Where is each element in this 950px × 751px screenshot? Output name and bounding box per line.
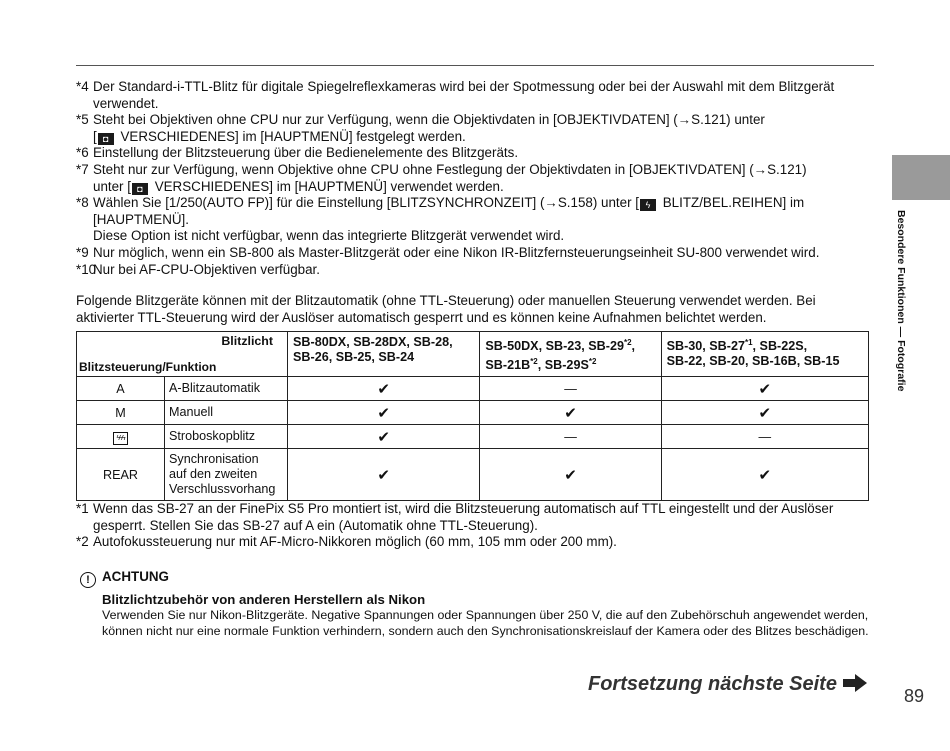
cell-value: —	[661, 425, 868, 449]
cell-value: —	[480, 425, 661, 449]
note-6	[76, 145, 876, 162]
note-table-1	[76, 501, 876, 534]
note-text: Autofokussteuerung nur mit AF-Micro-Nikkoren möglich (60 mm, 105 mm oder 200 mm).	[93, 534, 617, 550]
note-text: Wenn das SB-27 an der FinePix S5 Pro montiert ist, wird die Blitzsteuerung automatisch auf TTL eingestellt und der Auslöser gesperrt. Stellen Sie das SB-27 auf A ein (Automatik ohne TTL-Steuerung).	[93, 501, 834, 533]
flash-compatibility-table	[76, 331, 869, 501]
note-text: [	[93, 128, 97, 144]
top-rule	[76, 65, 874, 66]
note-mark: *7	[76, 161, 89, 177]
cell-value: ✔	[480, 401, 661, 425]
cell-value: ✔	[288, 377, 480, 401]
note-text: VERSCHIEDENES] im [HAUPTMENÜ] verwendet werden.	[150, 178, 504, 194]
header-line: SB-22, SB-20, SB-16B, SB-15	[666, 354, 840, 369]
continue-label: Fortsetzung nächste Seite	[588, 673, 837, 695]
mode-function: A-Blitzautomatik	[165, 377, 288, 401]
right-arrow-icon	[843, 674, 867, 692]
corner-label-control: Blitzsteuerung/Funktion	[79, 360, 217, 375]
mode-function	[165, 449, 288, 501]
cell-value: ✔	[480, 449, 661, 501]
side-label-text: Besondere Funktionen — Fotografie	[895, 210, 907, 392]
cell-value: ✔	[661, 401, 868, 425]
note-text: Wählen Sie [1/250(AUTO FP)] für die Einstellung [BLITZSYNCHRONZEIT] (	[93, 195, 545, 211]
column-header-1	[288, 332, 480, 377]
page-reference: S.121	[767, 161, 803, 177]
table-row	[77, 449, 869, 501]
cell-value: ✔	[288, 425, 480, 449]
note-mark: *5	[76, 112, 89, 128]
cell-value: —	[480, 377, 661, 401]
footnote-ref: *2	[588, 357, 597, 367]
note-text: Der Standard-i-TTL-Blitz für digitale Spiegelreflexkameras wird bei der Spotmessung oder bei der Auswahl mit dem Blitzgerät verwendet.	[93, 79, 835, 111]
warning-subtitle: Blitzlichtzubehör von anderen Herstellern als Nikon	[102, 592, 426, 607]
note-table-2	[76, 534, 876, 551]
note-text: Einstellung der Blitzsteuerung über die Bedienelemente des Blitzgeräts.	[93, 145, 519, 161]
note-text: unter [	[93, 178, 131, 194]
warning-heading	[80, 569, 169, 588]
note-10	[76, 262, 876, 279]
header-line: SB-30, SB-27	[666, 339, 745, 354]
note-mark: *1	[76, 501, 89, 516]
cell-value: ✔	[661, 377, 868, 401]
note-text: VERSCHIEDENES] im [HAUPTMENÜ] festgelegt werden.	[116, 128, 466, 144]
header-line: SB-80DX, SB-28DX, SB-28,	[293, 335, 453, 349]
header-line: , SB-22S,	[752, 339, 808, 354]
note-text: BLITZ/BEL.REIHEN] im	[659, 195, 805, 211]
warning-icon: !	[80, 572, 96, 588]
stroboscope-icon: ϟϟϟ	[113, 432, 128, 445]
function-line: auf den zweiten	[169, 467, 258, 482]
note-4	[76, 79, 876, 112]
note-7	[76, 162, 876, 195]
warning-body: Verwenden Sie nur Nikon-Blitzgeräte. Negative Spannungen oder Spannungen über 250 V, die auf den Zubehörschuh angewendet werden, können nicht nur eine normale Funktion verhindern, sondern auch den Synchronisationskreislauf der Kamera oder des Blitzes beschädigen.	[102, 608, 869, 638]
header-line: ,	[631, 339, 636, 354]
note-text: Nur möglich, wenn ein SB-800 als Master-Blitzgerät oder eine Nikon IR-Blitzfernsteuerungseinheit SU-800 verwendet wird.	[93, 244, 820, 260]
warning-title: ACHTUNG	[102, 569, 169, 584]
reference-arrow: →	[753, 161, 768, 177]
mode-code: REAR	[77, 449, 165, 501]
note-mark: *2	[76, 534, 89, 550]
header-line: SB-26, SB-25, SB-24	[293, 350, 415, 364]
mode-function: Manuell	[165, 401, 288, 425]
note-text: ) unter [	[592, 195, 640, 211]
note-text: )	[802, 161, 807, 177]
function-line: Verschlussvorhang	[169, 482, 276, 497]
corner-label-flash: Blitzlicht	[221, 334, 273, 348]
function-line: Synchronisation	[169, 452, 259, 467]
mode-code	[77, 425, 165, 449]
mode-code: M	[77, 401, 165, 425]
header-line: SB-21B	[485, 358, 531, 373]
note-text: Steht nur zur Verfügung, wenn Objektive ohne CPU ohne Festlegung der Objektivdaten in [OBJEKTIVDATEN] (	[93, 161, 754, 177]
footnote-ref: *2	[530, 357, 538, 367]
page-number: 89	[904, 686, 925, 706]
mode-code: A	[77, 377, 165, 401]
note-mark: *4	[76, 79, 89, 94]
footnotes-table	[76, 501, 876, 551]
table-header-row	[77, 332, 869, 377]
side-section-label	[895, 210, 911, 408]
continue-next-page	[588, 673, 867, 696]
header-line: , SB-29S	[537, 358, 589, 373]
page-reference: S.121	[691, 112, 727, 128]
note-text: Diese Option ist nicht verfügbar, wenn das integrierte Blitzgerät verwendet wird.	[93, 228, 565, 244]
section-tab	[892, 155, 950, 200]
cell-value: ✔	[661, 449, 868, 501]
reference-arrow: →	[677, 112, 692, 128]
intro-paragraph: Folgende Blitzgeräte können mit der Blitzautomatik (ohne TTL-Steuerung) oder manuellen Steuerung verwendet werden. Bei aktivierter TTL-Steuerung wird der Auslöser automatisch gesperrt und es können keine Aufnahmen belichtet werden.	[76, 293, 816, 325]
note-text: Nur bei AF-CPU-Objektiven verfügbar.	[93, 261, 320, 277]
note-text: Steht bei Objektiven ohne CPU nur zur Verfügung, wenn die Objektivdaten in [OBJEKTIVDATEN] (	[93, 112, 678, 128]
cell-value: ✔	[288, 401, 480, 425]
table-row	[77, 401, 869, 425]
note-mark: *6	[76, 145, 89, 161]
footnotes-top	[76, 79, 876, 278]
note-text: ) unter	[726, 112, 765, 128]
reference-arrow: →	[544, 195, 558, 211]
flash-menu-icon: ϟ	[640, 199, 656, 211]
header-line: SB-50DX, SB-23, SB-29	[485, 339, 624, 354]
table-row	[77, 425, 869, 449]
mode-function: Stroboskopblitz	[165, 425, 288, 449]
note-mark: *9	[76, 244, 89, 260]
note-9	[76, 245, 876, 262]
note-8	[76, 195, 876, 245]
camera-menu-icon: ◘	[98, 133, 114, 145]
page-reference: S.158	[557, 195, 593, 211]
column-header-2	[480, 332, 661, 377]
note-text: [HAUPTMENÜ].	[93, 211, 189, 227]
note-5	[76, 112, 876, 145]
table-row	[77, 377, 869, 401]
footnote-ref: *1	[744, 338, 753, 347]
note-mark: *10	[76, 261, 97, 277]
camera-menu-icon: ◘	[132, 183, 148, 195]
footnote-ref: *2	[623, 338, 632, 347]
column-header-3	[661, 332, 868, 377]
table-corner-cell	[77, 332, 288, 377]
note-mark: *8	[76, 195, 89, 211]
cell-value: ✔	[288, 449, 480, 501]
